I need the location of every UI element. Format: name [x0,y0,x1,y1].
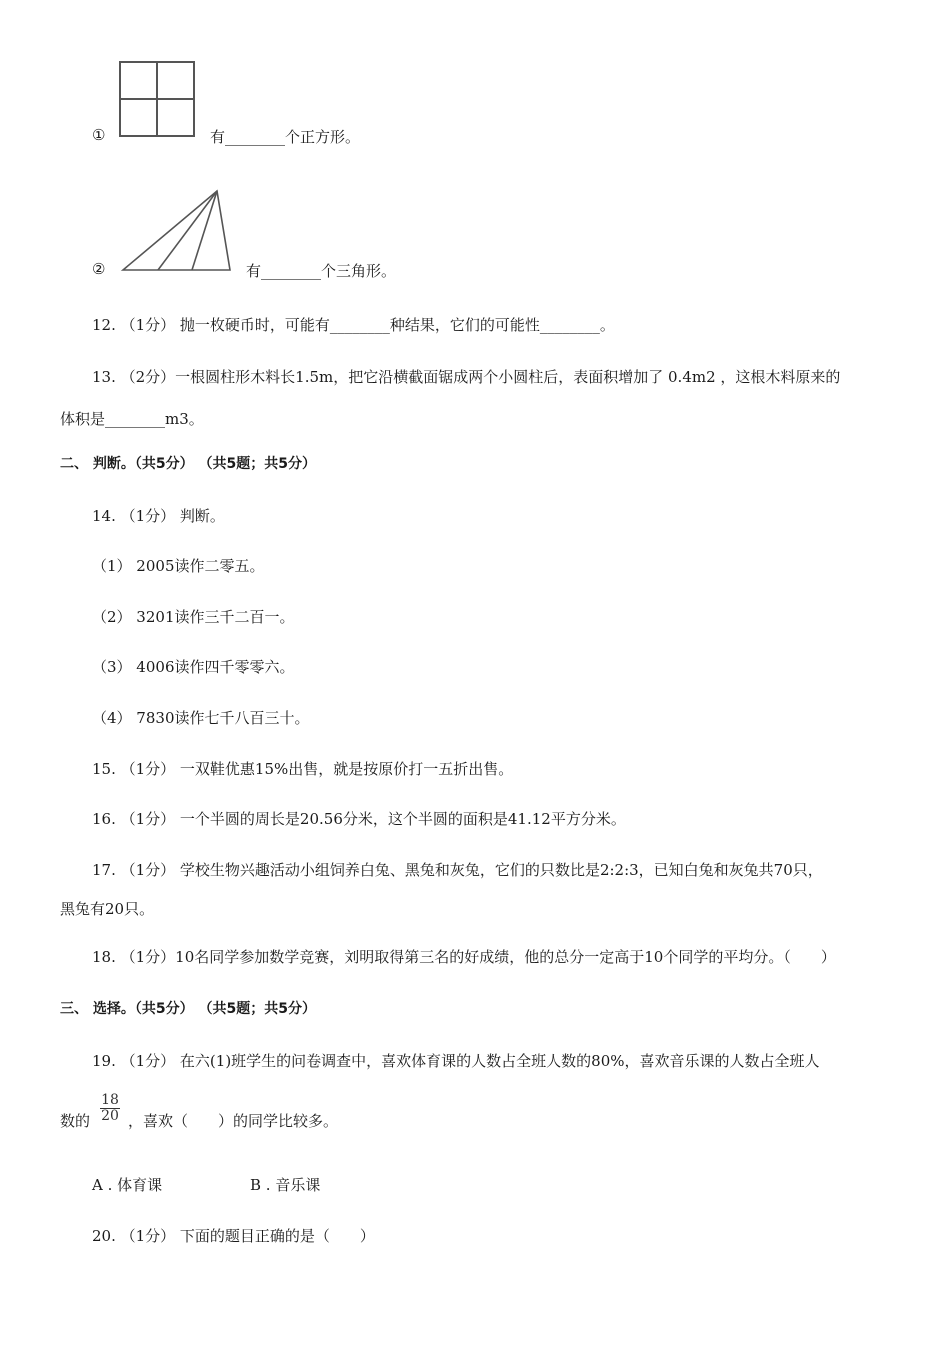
question-20: 20. （1分） 下面的题目正确的是（ ） [92,1227,375,1245]
question-18: 18. （1分）10名同学参加数学竞赛，刘明取得第三名的好成绩，他的总分一定高于10个同学的平均分。（ ） [92,948,836,966]
fraction-18-20 [100,1093,120,1124]
fraction-denominator: 20 [101,1108,119,1124]
question-12: 12. （1分） 抛一枚硬币时，可能有________种结果，它们的可能性________。 [92,316,615,334]
fraction-numerator: 18 [101,1092,119,1108]
square-grid-figure [118,60,198,140]
triangle-figure [120,188,240,278]
question-16: 16. （1分） 一个半圆的周长是20.56分米，这个半圆的面积是41.12平方分米。 [92,810,626,828]
question-19-line2-post: ，喜欢（ ）的同学比较多。 [128,1112,339,1130]
question-15: 15. （1分） 一双鞋优惠15%出售，就是按原价打一五折出售。 [92,760,514,778]
question-19-line1: 19. （1分） 在六(1)班学生的问卷调查中，喜欢体育课的人数占全班人数的80%，喜欢音乐课的人数占全班人 [92,1052,820,1070]
question-14-stem: 14. （1分） 判断。 [92,507,225,525]
option-b[interactable]: B . 音乐课 [250,1176,321,1194]
q11-part2-text: 有________个三角形。 [246,262,397,280]
section-2-heading: 二、 判断。（共5分） （共5题；共5分） [60,456,316,472]
question-19-line2-pre: 数的 [60,1112,91,1130]
question-14-item-3: （3） 4006读作四千零零六。 [92,658,295,676]
question-17-line2: 黑兔有20只。 [60,900,155,918]
question-13-line2: 体积是________m3。 [60,410,204,428]
question-14-item-2: （2） 3201读作三千二百一。 [92,608,295,626]
q11-part1-marker: ① [92,126,106,144]
question-14-item-1: （1） 2005读作二零五。 [92,557,265,575]
q11-part2-marker: ② [92,260,106,278]
question-13-line1: 13. （2分）一根圆柱形木料长1.5m，把它沿横截面锯成两个小圆柱后，表面积增加了 0.4m2 ，这根木料原来的 [92,368,841,386]
question-14-item-4: （4） 7830读作七千八百三十。 [92,709,310,727]
q11-part1-text: 有________个正方形。 [210,128,361,146]
option-a[interactable]: A . 体育课 [92,1176,163,1194]
section-3-heading: 三、 选择。（共5分） （共5题；共5分） [60,1001,316,1017]
question-17-line1: 17. （1分） 学校生物兴趣活动小组饲养白兔、黑兔和灰兔，它们的只数比是2:2:3，已知白兔和灰兔共70只， [92,861,823,879]
